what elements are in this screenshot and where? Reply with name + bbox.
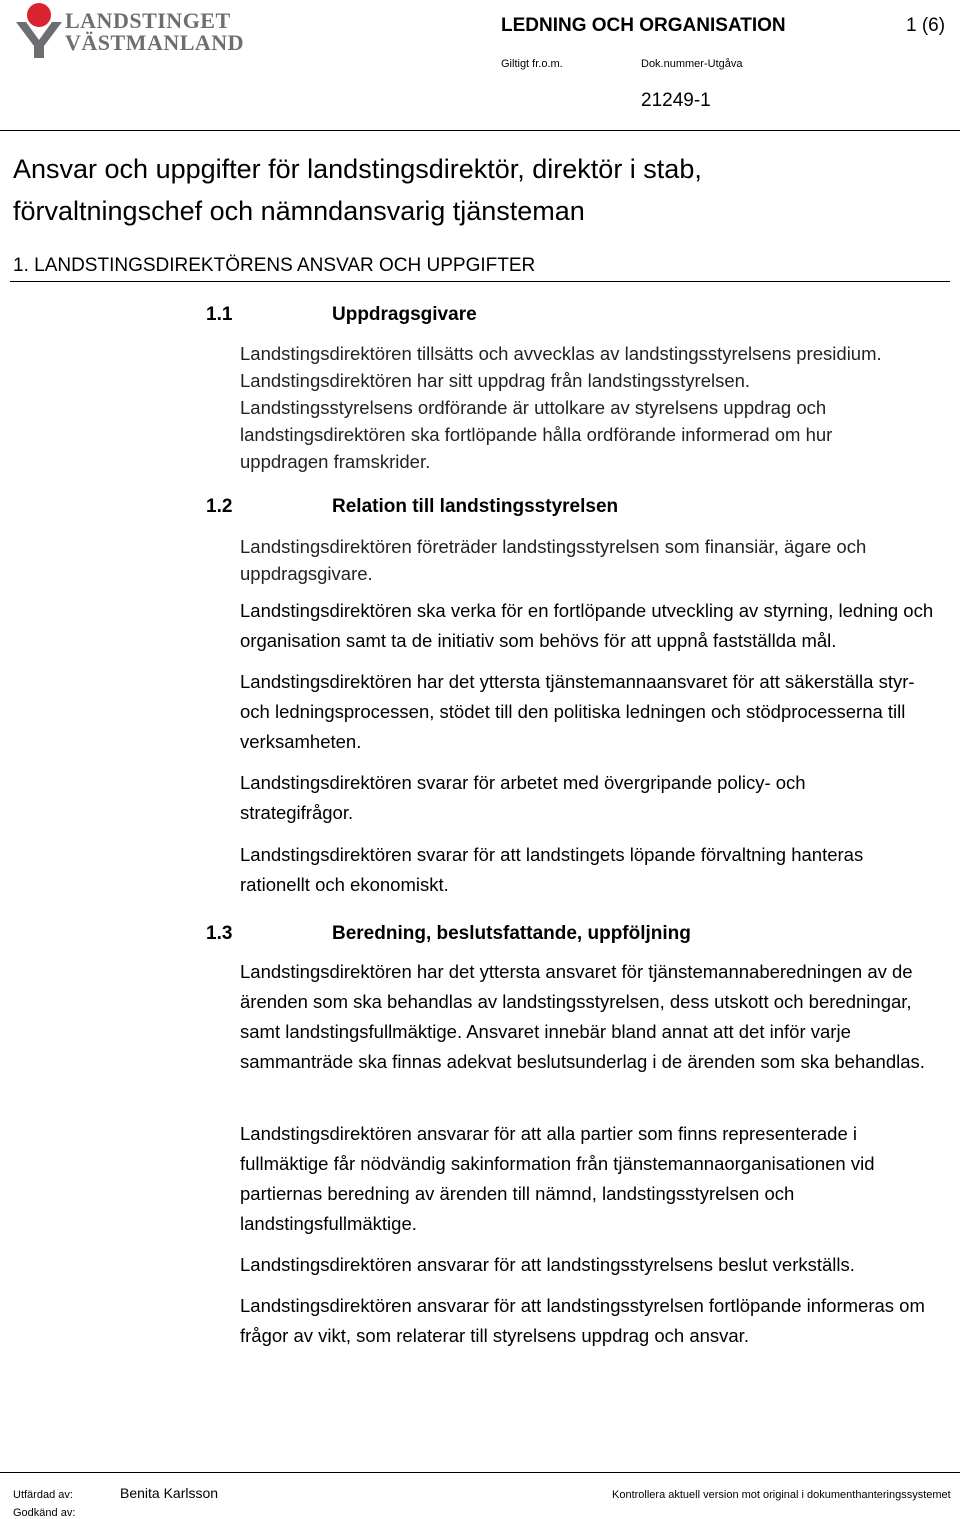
header-title: LEDNING OCH ORGANISATION xyxy=(501,15,786,36)
subsection-body xyxy=(240,340,900,475)
subsection-body xyxy=(240,768,880,828)
subsection-intro xyxy=(240,533,930,587)
subsection-number: 1.2 xyxy=(206,496,233,517)
section-divider xyxy=(10,281,950,282)
document-number: 21249-1 xyxy=(641,90,711,111)
paragraph: Landstingsdirektören svarar för arbetet med övergripande policy- och strategifrågor. xyxy=(240,772,806,823)
paragraph: Landstingsdirektören svarar för att landstingets löpande förvaltning hanteras rationellt och ekonomiskt. xyxy=(240,844,864,895)
subsection-title: Beredning, beslutsfattande, uppföljning xyxy=(332,923,691,944)
issued-by-label: Utfärdad av: xyxy=(13,1489,73,1501)
landstinget-logo xyxy=(12,2,245,58)
paragraph: Landstingsdirektören tillsätts och avvecklas av landstingsstyrelsens presidium. Landstingsdirektören har sitt uppdrag från landstingsstyrelsen. Landstingsstyrelsens ordförande är uttolkare av styrelsens uppdrag och landstingsdirektören ska fortlöpande hålla ordförande informerad om hur uppdragen framskrider. xyxy=(240,343,882,472)
paragraph: Landstingsdirektören ansvarar för att landstingsstyrelsen fortlöpande informeras om frågor av vikt, som relaterar till styrelsens uppdrag och ansvar. xyxy=(240,1295,925,1346)
subsection-body xyxy=(240,1250,948,1280)
paragraph: Landstingsdirektören ska verka för en fortlöpande utveckling av styrning, ledning och organisation samt ta de initiativ som behövs för att uppnå fastställda mål. xyxy=(240,600,934,651)
footer-note: Kontrollera aktuell version mot original i dokumenthanteringssystemet xyxy=(612,1489,951,1501)
paragraph: Landstingsdirektören har det yttersta ansvaret för tjänstemannaberedningen av de ärenden som ska behandlas av landstingsstyrelsen, dess utskott och beredningar, samt landstingsfullmäktige. Ansvaret innebär bland annat att det inför varje sammanträde ska finnas adekvat beslutsunderlag i de ärenden som ska behandlas. xyxy=(240,961,925,1072)
docnum-label: Dok.nummer-Utgåva xyxy=(641,58,743,70)
subsection-title: Relation till landstingsstyrelsen xyxy=(332,496,619,517)
footer-divider xyxy=(0,1472,960,1473)
subsection-body xyxy=(240,667,930,757)
subsection-body xyxy=(240,1119,940,1239)
subsection-number: 1.3 xyxy=(206,923,233,944)
subsection-title: Uppdragsgivare xyxy=(332,304,477,325)
valid-from-label: Giltigt fr.o.m. xyxy=(501,58,563,70)
page-number: 1 (6) xyxy=(906,15,946,36)
logo-figure-icon xyxy=(12,2,64,58)
logo-text: LANDSTINGET VÄSTMANLAND xyxy=(65,8,245,55)
subsection-body xyxy=(240,1291,948,1351)
subsection-body xyxy=(240,596,948,656)
issued-by-name: Benita Karlsson xyxy=(120,1485,219,1501)
paragraph: Landstingsdirektören företräder landstingsstyrelsen som finansiär, ägare och uppdragsgivare. xyxy=(240,536,867,584)
approved-by-label: Godkänd av: xyxy=(13,1507,76,1519)
section-heading: 1. LANDSTINGSDIREKTÖRENS ANSVAR OCH UPPGIFTER xyxy=(13,255,536,276)
subsection-body xyxy=(240,840,920,900)
paragraph: Landstingsdirektören ansvarar för att landstingsstyrelsens beslut verkställs. xyxy=(240,1254,855,1275)
header-divider xyxy=(0,130,960,131)
subsection-body xyxy=(240,957,940,1077)
paragraph: Landstingsdirektören ansvarar för att alla partier som finns representerade i fullmäktige får nödvändig sakinformation från tjänstemannaorganisationen vid partiernas beredning av ärenden till nämnd, landstingsstyrelsen och landstingsfullmäktige. xyxy=(240,1123,875,1234)
paragraph: Landstingsdirektören har det yttersta tjänstemannaansvaret för att säkerställa styr- och ledningsprocessen, stödet till den politiska ledningen och stödprocesserna till verksamheten. xyxy=(240,671,915,752)
document-title: Ansvar och uppgifter för landstingsdirektör, direktör i stab, förvaltningschef och nämndansvarig tjänsteman xyxy=(13,154,702,226)
subsection-number: 1.1 xyxy=(206,304,233,325)
